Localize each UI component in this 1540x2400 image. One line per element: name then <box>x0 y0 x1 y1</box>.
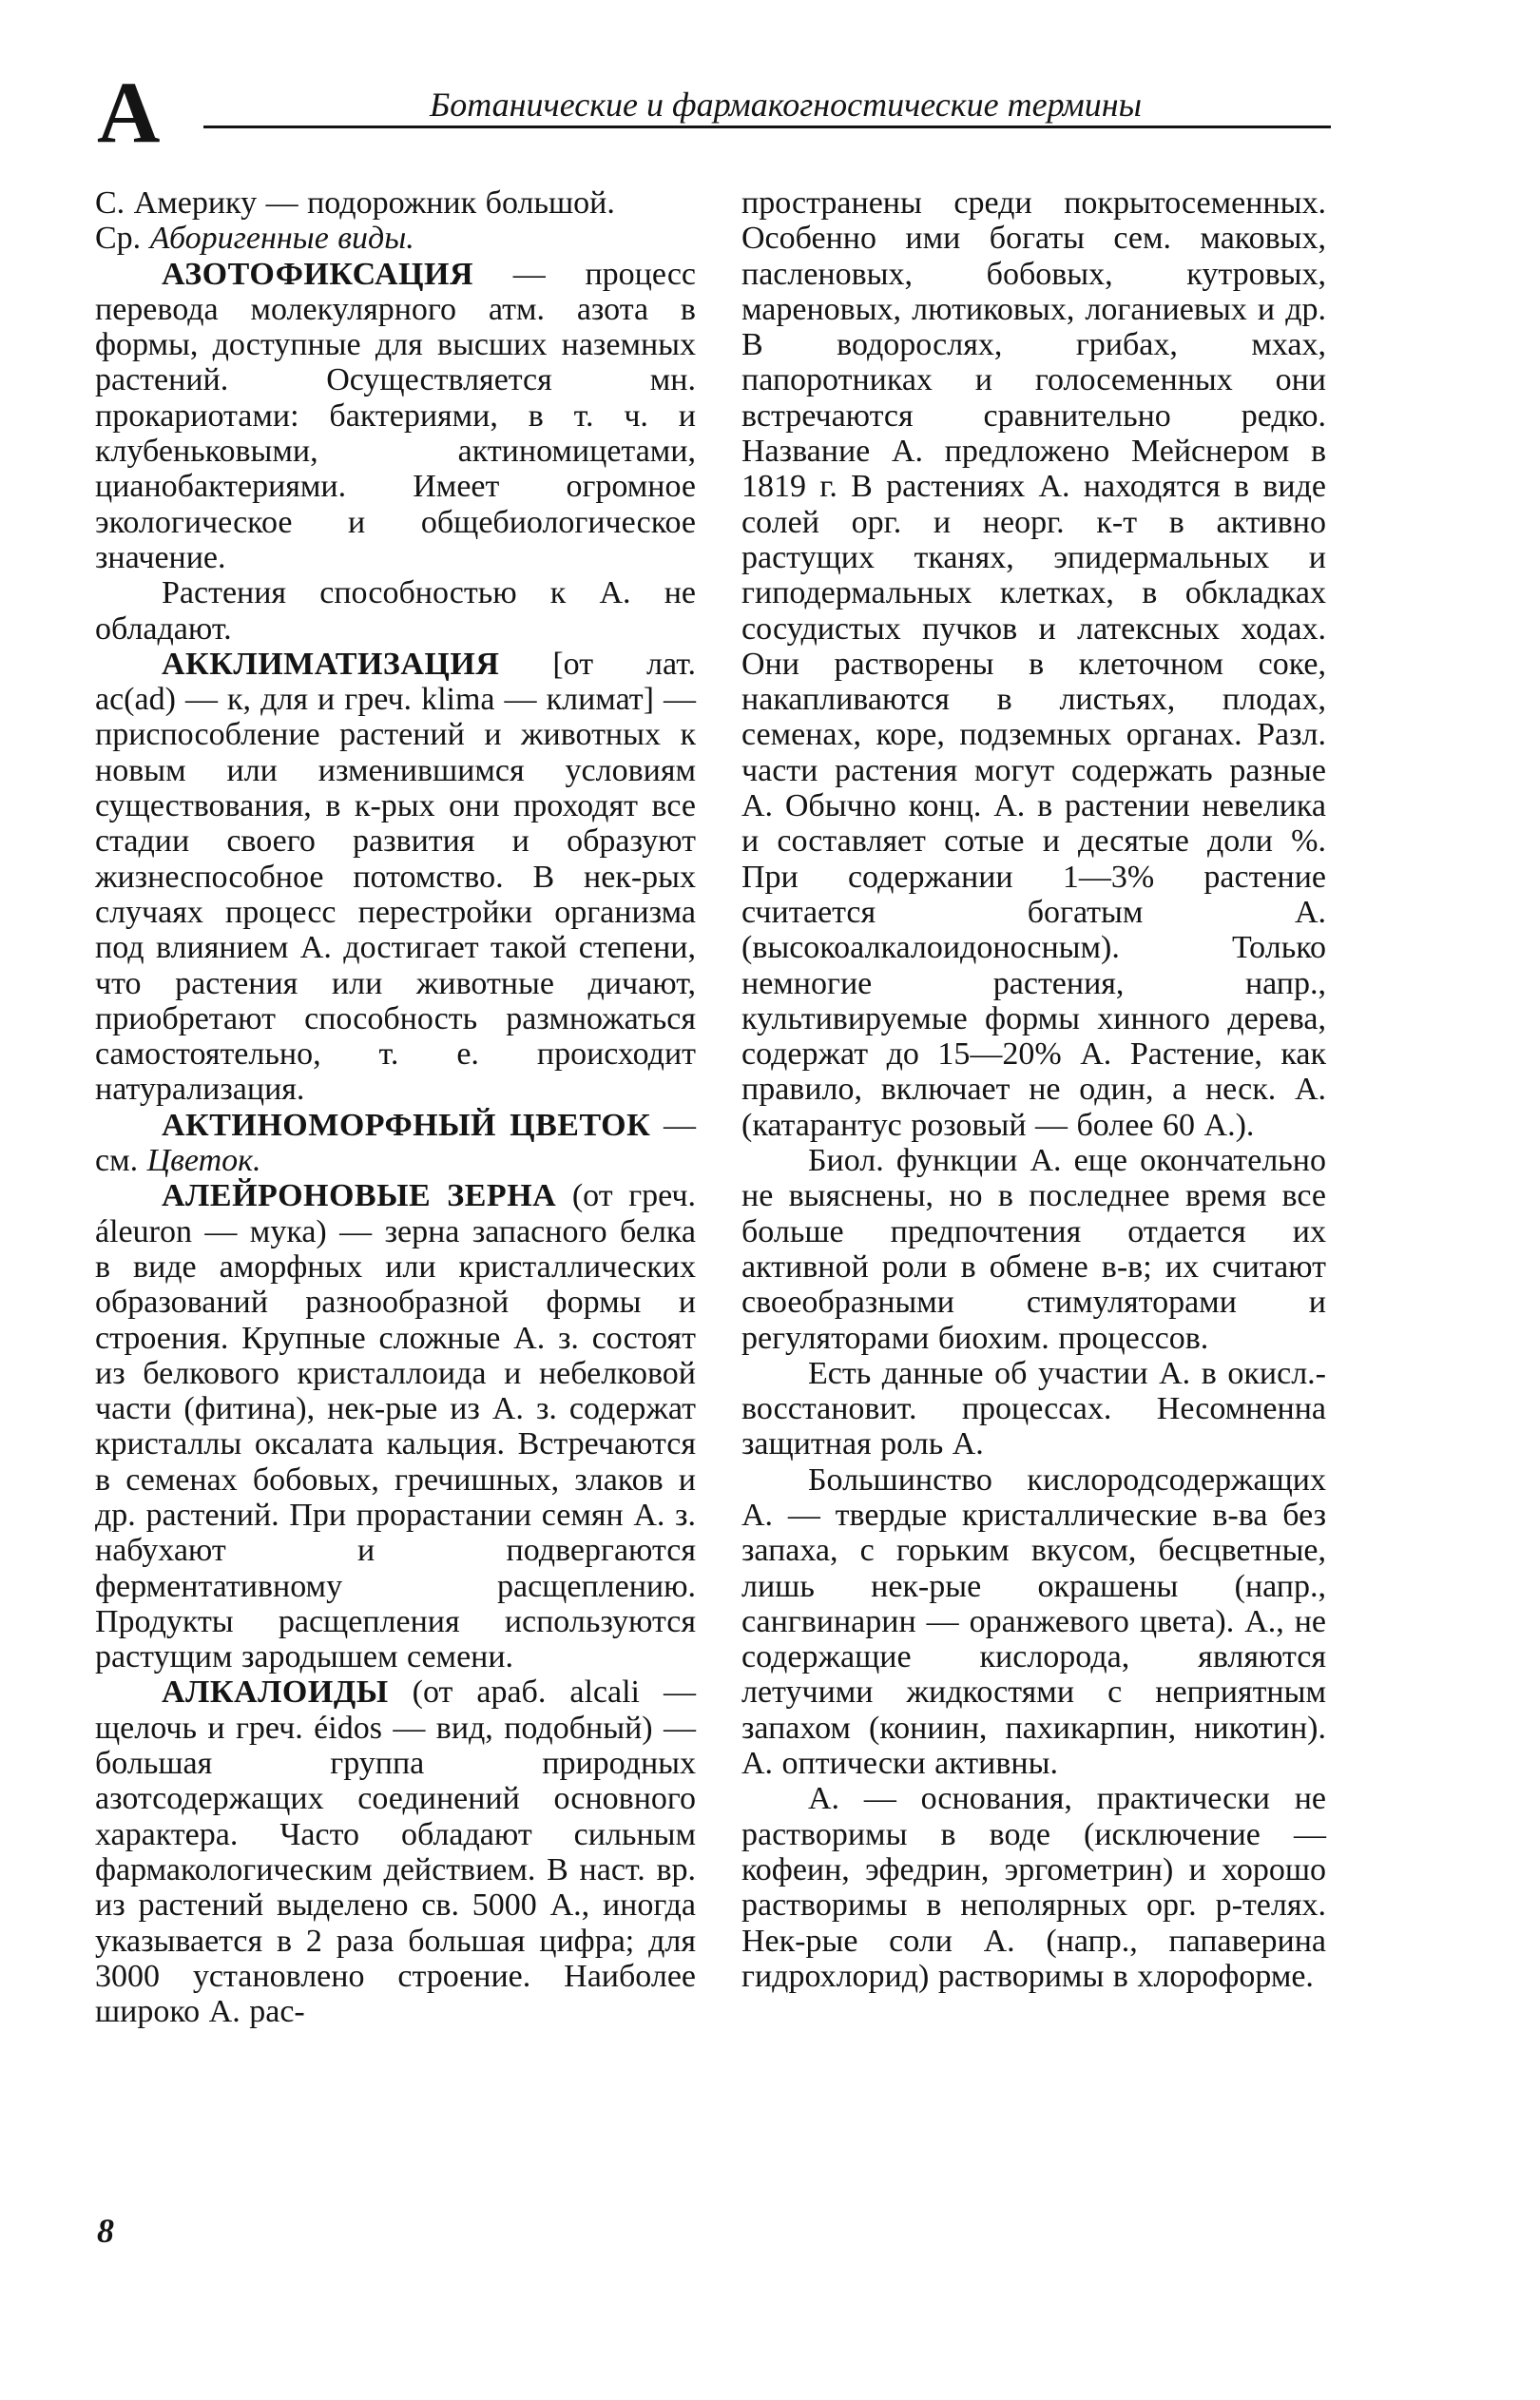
entry-aktinomorfny-tsvetok <box>95 1108 696 1179</box>
text: пространены среди покрытосеменных. Особенно ими богаты сем. маковых, пасленовых, бобовых, кутровых, мареновых, лютиковых, логаниевых и др. В водорослях, грибах, мхах, папоротниках и голосеменных они встречаются сравнительно редко. Название А. предложено Мейснером в 1819 г. В растениях А. находятся в виде солей орг. и неорг. к-т в активно растущих тканях, эпидермальных и гиподермальных клетках, в обкладках сосудистых пучков и латексных ходах. Они растворены в клеточном соке, накапливаются в листьях, плодах, семенах, коре, подземных органах. Разл. части растения могут содержать разные А. Обычно конц. А. в растении невелика и составляет сотые и десятые доли %. При содержании 1—3% растение считается богатым А. (высокоалкалоидоносным). Только немногие растения, напр., культивируемые формы хинного дерева, содержат до 15—20% А. Растение, как правило, включает не один, а неск. А. (катарантус розовый — более 60 А.). <box>741 185 1326 1143</box>
text: А. — основания, практически не растворимы в воде (исключение — кофеин, эфедрин, эргометрин) и хорошо растворимы в неполярных орг. р-телях. Нек-рые соли А. (напр., папаверина гидрохлорид) растворимы в хлороформе. <box>741 1781 1326 1994</box>
paragraph <box>741 1143 1326 1356</box>
entry-aleironovye-zerna <box>95 1178 696 1674</box>
text: Растения способностью к А. не обладают. <box>95 575 696 647</box>
entry-term: АЗОТОФИКСАЦИЯ <box>162 256 474 292</box>
entry-definition: [от лат. ac(ad) — к, для и греч. klima — климат] — приспособление растений и животных к новым или изменившимся условиям существования, в к-рых они проходят все стадии своего развития и образуют жизнеспособное потомство. В нек-рых случаях процесс перестройки организма под влиянием А. достигает такой степени, что растения или животные дичают, приобретают способность размножаться самостоятельно, т. е. происходит натурализация. <box>95 646 696 1108</box>
right-column <box>741 185 1326 1994</box>
running-header-title: Ботанические и фармакогностические термины <box>430 86 1142 124</box>
header-rule <box>203 126 1331 128</box>
section-letter: А <box>97 64 161 161</box>
cross-reference: Цветок. <box>146 1143 261 1179</box>
paragraph <box>741 1462 1326 1782</box>
entry-definition: — см. <box>95 1107 696 1179</box>
left-column <box>95 185 696 2029</box>
entry-term: АЛКАЛОИДЫ <box>162 1674 389 1711</box>
text: Ср. <box>95 221 150 257</box>
entry-definition: — процесс перевода молекулярного атм. азота в формы, доступные для высших наземных растений. Осуществляется мн. прокариотами: бактериями, в т. ч. и клубеньковыми, актиномицетами, цианобактериями. Имеет огромное экологическое и общебиологическое значение. <box>95 256 696 575</box>
entry-term: АЛЕЙРОНОВЫЕ ЗЕРНА <box>162 1178 557 1214</box>
paragraph <box>95 575 696 647</box>
entry-definition: (от греч. áleuron — мука) — зерна запасного белка в виде аморфных или кристаллических образований разнообразной формы и строения. Крупные сложные А. з. состоят из белкового кристаллоида и небелковой части (фитина), нек-рые из А. з. содержат кристаллы оксалата кальция. Встречаются в семенах бобовых, гречишных, злаков и др. растений. При прорастании семян А. з. набухают и подвергаются ферментативному расщеплению. Продукты расщепления используются растущим зародышем семени. <box>95 1178 696 1675</box>
page-number: 8 <box>97 2212 114 2250</box>
entry-term: АКТИНОМОРФНЫЙ ЦВЕТОК <box>162 1107 651 1143</box>
entry-akklimatizatsiya <box>95 647 696 1108</box>
cross-reference: Аборигенные виды. <box>149 221 414 257</box>
entry-alkaloidy <box>95 1674 696 2029</box>
text: Есть данные об участии А. в окисл.-восстановит. процессах. Несомненна защитная роль А. <box>741 1355 1326 1462</box>
paragraph <box>741 1356 1326 1462</box>
paragraph-continuation <box>741 185 1326 1143</box>
paragraph-continuation <box>95 185 696 257</box>
text: С. Америку — подорожник большой. <box>95 185 615 221</box>
entry-term: АККЛИМАТИЗАЦИЯ <box>162 646 500 682</box>
entry-definition: (от араб. alcali — щелочь и греч. éidos — вид, подобный) — большая группа природных азотсодержащих соединений основного характера. Часто обладают сильным фармакологическим действием. В наст. вр. из растений выделено св. 5000 А., иногда указывается в 2 раза большая цифра; для 3000 установлено строение. Наиболее широко А. рас- <box>95 1674 696 2030</box>
text: Биол. функции А. еще окончательно не выяснены, но в последнее время все больше предпочтения отдается их активной роли в обмене в-в; их считают своеобразными стимуляторами и регуляторами биохим. процессов. <box>741 1143 1326 1356</box>
text: Большинство кислородсодержащих А. — твердые кристаллические в-ва без запаха, с горьким вкусом, бесцветные, лишь нек-рые окрашены (напр., сангвинарин — оранжевого цвета). А., не содержащие кислорода, являются летучими жидкостями с неприятным запахом (кониин, пахикарпин, никотин). А. оптически активны. <box>741 1461 1326 1782</box>
entry-azotofiksatsiya <box>95 257 696 576</box>
paragraph <box>741 1781 1326 1994</box>
